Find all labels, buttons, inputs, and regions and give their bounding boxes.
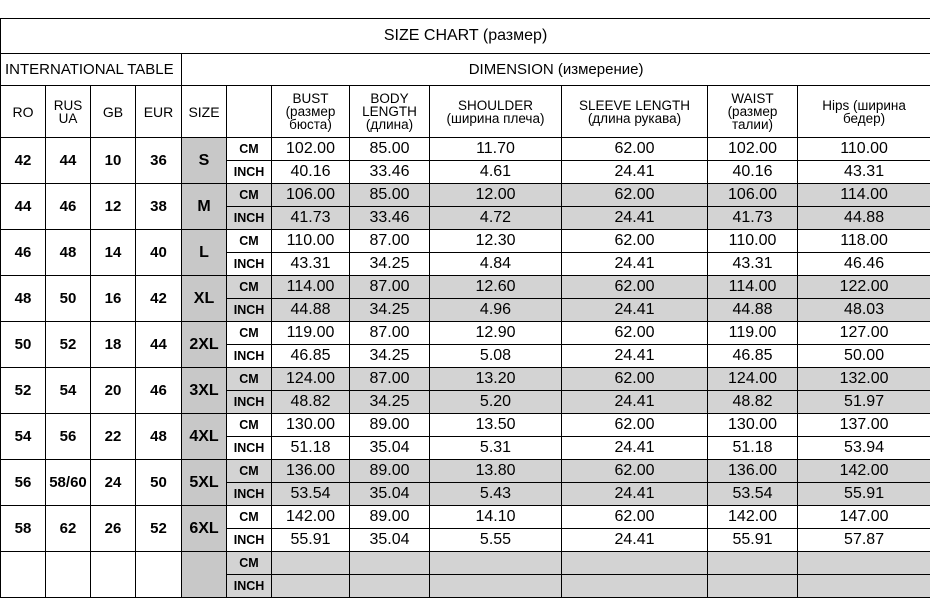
size-label: S: [182, 138, 227, 184]
measure-cell: 89.00: [350, 506, 430, 529]
intl-size-ro: 48: [1, 276, 46, 322]
measure-cell: 24.41: [562, 207, 708, 230]
col-header-hips: Hips (ширина бедер): [798, 86, 930, 138]
measure-cell: 4.72: [430, 207, 562, 230]
size-label: 5XL: [182, 460, 227, 506]
intl-size-eur: 48: [136, 414, 182, 460]
intl-size-eur: 50: [136, 460, 182, 506]
measure-cell: [350, 575, 430, 598]
intl-size-rus: 56: [46, 414, 91, 460]
unit-label-inch: INCH: [227, 299, 272, 322]
size-label: 6XL: [182, 506, 227, 552]
measure-cell: 24.41: [562, 299, 708, 322]
measure-cell: 132.00: [798, 368, 930, 391]
measure-cell: 85.00: [350, 184, 430, 207]
intl-size-ro: 56: [1, 460, 46, 506]
measure-cell: [708, 575, 798, 598]
measure-cell: 110.00: [708, 230, 798, 253]
measure-cell: 40.16: [272, 161, 350, 184]
measure-cell: 106.00: [708, 184, 798, 207]
unit-label-cm: CM: [227, 460, 272, 483]
measure-cell: 44.88: [708, 299, 798, 322]
measure-cell: 118.00: [798, 230, 930, 253]
unit-label-inch: INCH: [227, 391, 272, 414]
measure-cell: 62.00: [562, 276, 708, 299]
measure-cell: 48.03: [798, 299, 930, 322]
measure-cell: 102.00: [272, 138, 350, 161]
col-header-bust: BUST (размер бюста): [272, 86, 350, 138]
table-row: [1, 414, 930, 437]
measure-cell: 24.41: [562, 253, 708, 276]
measure-cell: 57.87: [798, 529, 930, 552]
chart-title: SIZE CHART (размер): [1, 19, 930, 54]
intl-size-rus: 58/60: [46, 460, 91, 506]
intl-size-rus: 48: [46, 230, 91, 276]
measure-cell: 89.00: [350, 460, 430, 483]
measure-cell: 55.91: [798, 483, 930, 506]
unit-label-inch: INCH: [227, 575, 272, 598]
col-header-eur: EUR: [136, 86, 182, 138]
measure-cell: [798, 575, 930, 598]
measure-cell: 11.70: [430, 138, 562, 161]
unit-label-cm: CM: [227, 552, 272, 575]
measure-cell: 50.00: [798, 345, 930, 368]
table-row: [1, 322, 930, 345]
size-label: 2XL: [182, 322, 227, 368]
intl-size-eur: 46: [136, 368, 182, 414]
size-rows: [1, 138, 930, 598]
col-header-size: SIZE: [182, 86, 227, 138]
measure-cell: 13.20: [430, 368, 562, 391]
unit-label-inch: INCH: [227, 207, 272, 230]
intl-size-eur: 52: [136, 506, 182, 552]
measure-cell: 51.18: [708, 437, 798, 460]
intl-size-rus: 52: [46, 322, 91, 368]
measure-cell: 34.25: [350, 345, 430, 368]
measure-cell: [708, 552, 798, 575]
measure-cell: 124.00: [272, 368, 350, 391]
intl-size-gb: 20: [91, 368, 136, 414]
intl-size-rus: 62: [46, 506, 91, 552]
table-row: [1, 552, 930, 575]
measure-cell: 142.00: [272, 506, 350, 529]
measure-cell: 62.00: [562, 368, 708, 391]
measure-cell: 55.91: [272, 529, 350, 552]
measure-cell: 119.00: [708, 322, 798, 345]
intl-size-rus: 54: [46, 368, 91, 414]
measure-cell: 62.00: [562, 322, 708, 345]
measure-cell: 4.96: [430, 299, 562, 322]
measure-cell: 51.18: [272, 437, 350, 460]
intl-size-ro: 50: [1, 322, 46, 368]
col-header-shoulder: SHOULDER (ширина плеча): [430, 86, 562, 138]
measure-cell: 48.82: [708, 391, 798, 414]
measure-cell: 43.31: [798, 161, 930, 184]
size-label: 4XL: [182, 414, 227, 460]
intl-size-gb: 22: [91, 414, 136, 460]
measure-cell: 46.85: [708, 345, 798, 368]
measure-cell: 147.00: [798, 506, 930, 529]
measure-cell: 62.00: [562, 460, 708, 483]
size-label: 3XL: [182, 368, 227, 414]
intl-size-eur: 42: [136, 276, 182, 322]
measure-cell: 87.00: [350, 322, 430, 345]
col-header-rus-ua: RUS UA: [46, 86, 91, 138]
intl-size-eur: [136, 552, 182, 598]
intl-size-eur: 36: [136, 138, 182, 184]
measure-cell: 43.31: [708, 253, 798, 276]
intl-size-gb: 24: [91, 460, 136, 506]
unit-label-cm: CM: [227, 276, 272, 299]
measure-cell: 142.00: [708, 506, 798, 529]
intl-size-ro: 58: [1, 506, 46, 552]
measure-cell: 5.55: [430, 529, 562, 552]
measure-cell: 41.73: [272, 207, 350, 230]
measure-cell: 14.10: [430, 506, 562, 529]
measure-cell: 24.41: [562, 391, 708, 414]
unit-label-cm: CM: [227, 368, 272, 391]
intl-size-gb: [91, 552, 136, 598]
measure-cell: 127.00: [798, 322, 930, 345]
measure-cell: [562, 575, 708, 598]
measure-cell: 12.90: [430, 322, 562, 345]
unit-label-cm: CM: [227, 506, 272, 529]
table-row: [1, 138, 930, 161]
intl-size-ro: [1, 552, 46, 598]
measure-cell: 137.00: [798, 414, 930, 437]
size-label: XL: [182, 276, 227, 322]
unit-label-inch: INCH: [227, 345, 272, 368]
unit-label-inch: INCH: [227, 253, 272, 276]
dimension-header: DIMENSION (измерение): [182, 54, 930, 86]
measure-cell: 33.46: [350, 207, 430, 230]
measure-cell: 24.41: [562, 483, 708, 506]
size-label: [182, 552, 227, 598]
table-row: [1, 184, 930, 207]
intl-size-ro: 46: [1, 230, 46, 276]
intl-size-gb: 26: [91, 506, 136, 552]
measure-cell: 12.00: [430, 184, 562, 207]
table-row: [1, 506, 930, 529]
intl-size-rus: [46, 552, 91, 598]
measure-cell: 13.80: [430, 460, 562, 483]
measure-cell: [272, 552, 350, 575]
measure-cell: 44.88: [798, 207, 930, 230]
intl-size-ro: 54: [1, 414, 46, 460]
measure-cell: 122.00: [798, 276, 930, 299]
measure-cell: [798, 552, 930, 575]
col-header-unit: [227, 86, 272, 138]
measure-cell: 110.00: [272, 230, 350, 253]
measure-cell: 5.20: [430, 391, 562, 414]
intl-size-gb: 14: [91, 230, 136, 276]
table-row: [1, 276, 930, 299]
intl-size-rus: 46: [46, 184, 91, 230]
measure-cell: 24.41: [562, 161, 708, 184]
unit-label-cm: CM: [227, 138, 272, 161]
measure-cell: [562, 552, 708, 575]
measure-cell: 110.00: [798, 138, 930, 161]
measure-cell: 4.84: [430, 253, 562, 276]
size-label: M: [182, 184, 227, 230]
measure-cell: 46.46: [798, 253, 930, 276]
unit-label-inch: INCH: [227, 483, 272, 506]
unit-label-inch: INCH: [227, 529, 272, 552]
measure-cell: 12.60: [430, 276, 562, 299]
measure-cell: 5.43: [430, 483, 562, 506]
measure-cell: 62.00: [562, 230, 708, 253]
intl-size-eur: 38: [136, 184, 182, 230]
measure-cell: 62.00: [562, 506, 708, 529]
intl-size-rus: 44: [46, 138, 91, 184]
intl-size-ro: 44: [1, 184, 46, 230]
measure-cell: 87.00: [350, 276, 430, 299]
measure-cell: 35.04: [350, 529, 430, 552]
unit-label-inch: INCH: [227, 437, 272, 460]
measure-cell: 53.54: [708, 483, 798, 506]
measure-cell: 51.97: [798, 391, 930, 414]
unit-label-cm: CM: [227, 322, 272, 345]
unit-label-inch: INCH: [227, 161, 272, 184]
measure-cell: 89.00: [350, 414, 430, 437]
measure-cell: 62.00: [562, 138, 708, 161]
intl-size-ro: 52: [1, 368, 46, 414]
measure-cell: 34.25: [350, 253, 430, 276]
col-header-gb: GB: [91, 86, 136, 138]
measure-cell: 130.00: [272, 414, 350, 437]
intl-size-gb: 16: [91, 276, 136, 322]
measure-cell: 46.85: [272, 345, 350, 368]
unit-label-cm: CM: [227, 230, 272, 253]
intl-size-rus: 50: [46, 276, 91, 322]
measure-cell: 24.41: [562, 437, 708, 460]
measure-cell: 119.00: [272, 322, 350, 345]
measure-cell: 43.31: [272, 253, 350, 276]
measure-cell: 48.82: [272, 391, 350, 414]
size-label: L: [182, 230, 227, 276]
intl-size-eur: 44: [136, 322, 182, 368]
measure-cell: 24.41: [562, 529, 708, 552]
measure-cell: 114.00: [798, 184, 930, 207]
table-row: [1, 368, 930, 391]
table-row: [1, 460, 930, 483]
measure-cell: 62.00: [562, 414, 708, 437]
measure-cell: 142.00: [798, 460, 930, 483]
measure-cell: 34.25: [350, 299, 430, 322]
unit-label-cm: CM: [227, 414, 272, 437]
measure-cell: 12.30: [430, 230, 562, 253]
measure-cell: 13.50: [430, 414, 562, 437]
measure-cell: 136.00: [272, 460, 350, 483]
table-row: [1, 230, 930, 253]
measure-cell: 5.31: [430, 437, 562, 460]
measure-cell: 33.46: [350, 161, 430, 184]
measure-cell: 5.08: [430, 345, 562, 368]
measure-cell: 102.00: [708, 138, 798, 161]
intl-size-gb: 12: [91, 184, 136, 230]
measure-cell: 35.04: [350, 437, 430, 460]
col-header-ro: RO: [1, 86, 46, 138]
intl-size-gb: 18: [91, 322, 136, 368]
measure-cell: 114.00: [272, 276, 350, 299]
measure-cell: 34.25: [350, 391, 430, 414]
measure-cell: 44.88: [272, 299, 350, 322]
measure-cell: [272, 575, 350, 598]
measure-cell: 55.91: [708, 529, 798, 552]
measure-cell: 62.00: [562, 184, 708, 207]
international-table-header: INTERNATIONAL TABLE: [1, 54, 182, 86]
measure-cell: 85.00: [350, 138, 430, 161]
intl-size-ro: 42: [1, 138, 46, 184]
measure-cell: 136.00: [708, 460, 798, 483]
col-header-sleeve-length: SLEEVE LENGTH (длина рукава): [562, 86, 708, 138]
measure-cell: 130.00: [708, 414, 798, 437]
unit-label-cm: CM: [227, 184, 272, 207]
intl-size-gb: 10: [91, 138, 136, 184]
measure-cell: 53.54: [272, 483, 350, 506]
measure-cell: 114.00: [708, 276, 798, 299]
measure-cell: [430, 575, 562, 598]
measure-cell: 24.41: [562, 345, 708, 368]
size-chart-table: [0, 18, 930, 598]
measure-cell: 87.00: [350, 230, 430, 253]
measure-cell: 40.16: [708, 161, 798, 184]
col-header-waist: WAIST (размер талии): [708, 86, 798, 138]
measure-cell: 4.61: [430, 161, 562, 184]
col-header-body-length: BODY LENGTH (длина): [350, 86, 430, 138]
measure-cell: 124.00: [708, 368, 798, 391]
measure-cell: 106.00: [272, 184, 350, 207]
measure-cell: [430, 552, 562, 575]
measure-cell: 41.73: [708, 207, 798, 230]
measure-cell: 53.94: [798, 437, 930, 460]
measure-cell: [350, 552, 430, 575]
measure-cell: 35.04: [350, 483, 430, 506]
measure-cell: 87.00: [350, 368, 430, 391]
intl-size-eur: 40: [136, 230, 182, 276]
